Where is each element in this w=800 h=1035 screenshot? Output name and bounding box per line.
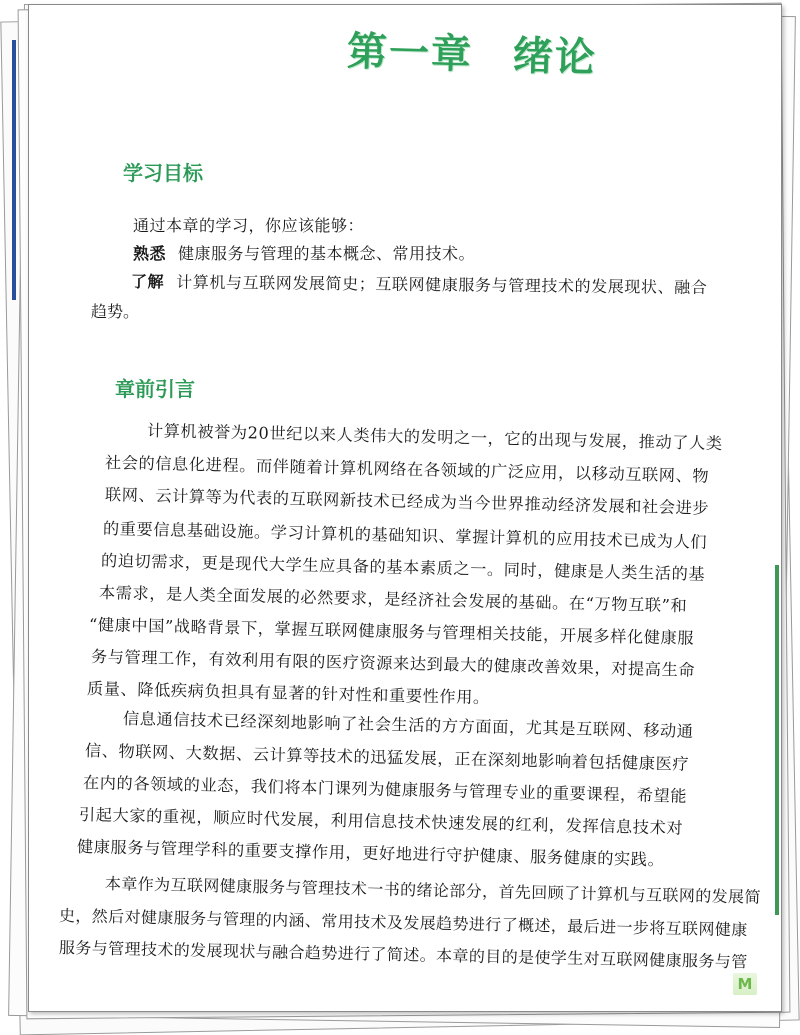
body-line: 本章作为互联网健康服务与管理技术一书的绪论部分，首先回顾了计算机与互联网的发展简 — [104, 874, 762, 907]
body-line: 本需求，是人类全面发展的必然要求，是经济社会发展的基础。在“万物互联”和 — [98, 583, 688, 616]
objective-continuation: 趋势。 — [91, 302, 140, 321]
objectives-heading: 学习目标 — [123, 161, 203, 185]
body-line: 健康服务与管理学科的重要支撑作用，更好地进行守护健康、服务健康的实践。 — [76, 837, 665, 870]
body-line: 联网、云计算等为代表的互联网新技术已经成为当今世界推动经济发展和社会进步 — [104, 485, 710, 518]
preface-heading: 章前引言 — [115, 377, 195, 401]
body-line: 的重要信息基础设施。学习计算机的基础知识、掌握计算机的应用技术已成为人们 — [102, 519, 708, 552]
objective-text: 健康服务与管理的基本概念、常用技术。 — [178, 244, 476, 263]
chapter-number: 第一章 — [346, 28, 474, 79]
chapter-name: 绪论 — [512, 33, 598, 82]
objective-text: 计算机与互联网发展简史；互联网健康服务与管理技术的发展现状、融合 — [176, 272, 708, 298]
body-line: 的迫切需求，更是现代大学生应具备的基本素质之一。同时，健康是人类生活的基 — [100, 551, 706, 584]
body-line: 务与管理工作，有效利用有限的医疗资源来达到最大的健康改善效果，对提高生命 — [90, 647, 696, 680]
book-edge-green — [775, 565, 779, 915]
objectives-intro: 通过本章的学习，你应该能够： — [133, 216, 365, 235]
body-line: 质量、降低疾病负担具有显著的针对性和重要性作用。 — [86, 679, 490, 708]
document-page — [28, 4, 782, 1012]
body-line: 史，然后对健康服务与管理的内涵、常用技术及发展趋势进行了概述，最后进一步将互联网健康 — [58, 906, 748, 940]
body-line: 信息通信技术已经深刻地影响了社会生活的方方面面，尤其是互联网、移动通 — [122, 709, 694, 741]
publisher-logo: M — [733, 973, 757, 995]
body-line: 计算机被誉为20世纪以来人类伟大的发明之一，它的出现与发展，推动了人类 — [146, 421, 723, 454]
body-line: 信、物联网、大数据、云计算等技术的迅猛发展，正在深刻地影响着包括健康医疗 — [84, 741, 690, 774]
body-line: 服务与管理技术的发展现状与融合趋势进行了简述。本章的目的是使学生对互联网健康服务与管 — [58, 938, 748, 972]
book-edge-blue — [12, 40, 16, 300]
body-line: 在内的各领域的业态，我们将本门课列为健康服务与管理专业的重要课程，希望能 — [82, 773, 688, 806]
body-line: 引起大家的重视，顺应时代发展，利用信息技术快速发展的红利，发挥信息技术对 — [78, 805, 684, 838]
objective-term: 了解 — [130, 272, 165, 292]
objective-term: 熟悉 — [133, 244, 167, 263]
body-line: “健康中国”战略背景下，掌握互联网健康服务与管理相关技能，开展多样化健康服 — [88, 615, 695, 648]
objective-item — [133, 241, 475, 264]
chapter-title — [346, 20, 597, 84]
body-line: 社会的信息化进程。而伴随着计算机网络在各领域的广泛应用，以移动互联网、物 — [104, 453, 710, 486]
objective-item — [131, 269, 708, 298]
